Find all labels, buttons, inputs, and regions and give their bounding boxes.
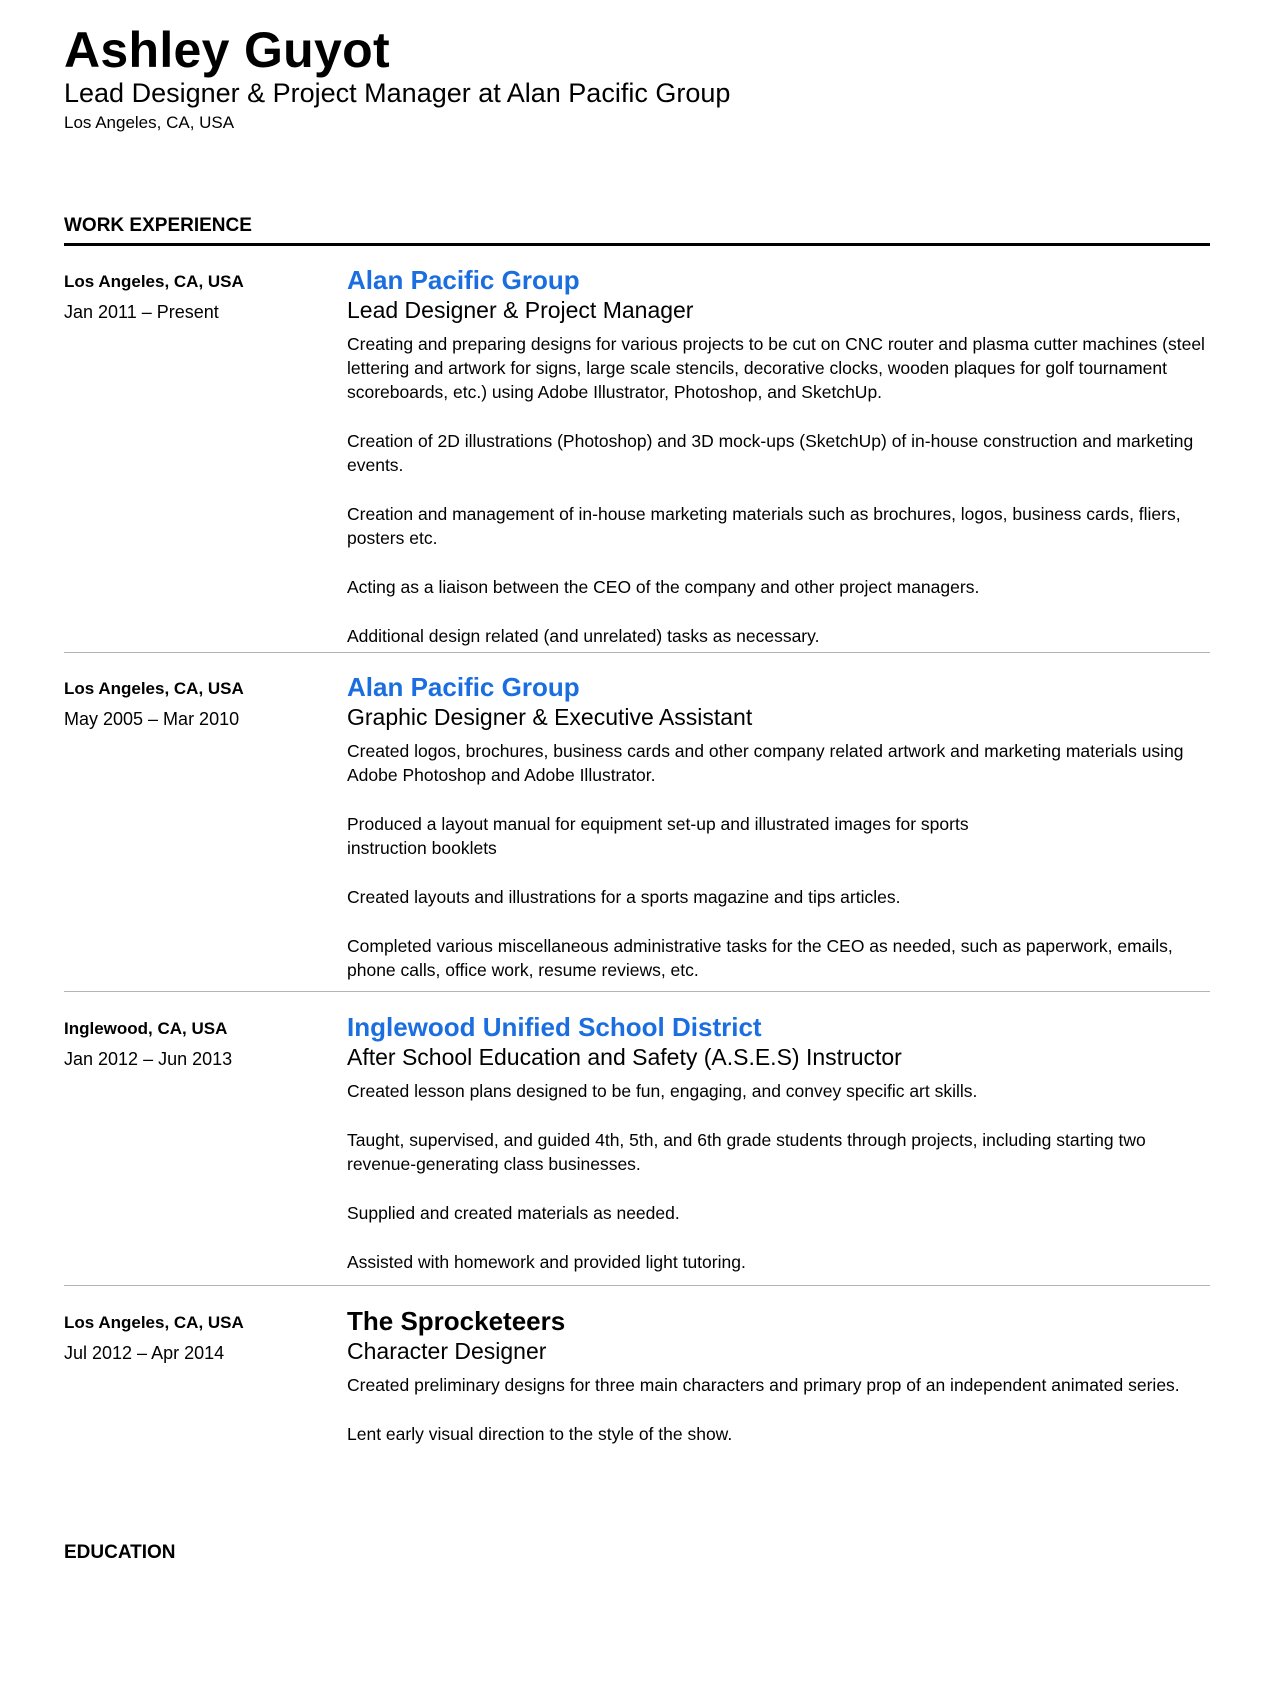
- entry-paragraph: Creation of 2D illustrations (Photoshop) and 3D mock-ups (SketchUp) of in-house construction and marketing events.: [347, 431, 1194, 475]
- entry-details: [347, 1011, 1210, 1299]
- candidate-headline: Lead Designer & Project Manager at Alan Pacific Group: [64, 78, 731, 108]
- job-title: Lead Designer & Project Manager: [347, 297, 694, 323]
- entry-paragraph: Additional design related (and unrelated) tasks as necessary.: [347, 626, 820, 646]
- organization-link[interactable]: Alan Pacific Group: [347, 672, 580, 702]
- entry-paragraph: Created layouts and illustrations for a sports magazine and tips articles.: [347, 887, 901, 907]
- entry-location: Los Angeles, CA, USA: [64, 679, 244, 698]
- entry-location: Los Angeles, CA, USA: [64, 272, 244, 291]
- entry-divider: [64, 1285, 1210, 1286]
- entry-paragraph: Lent early visual direction to the style of the show.: [347, 1424, 733, 1444]
- entry-details: [347, 1305, 1210, 1471]
- entry-paragraph: Creating and preparing designs for various projects to be cut on CNC router and plasma cutter machines (steel lettering and artwork for signs, large scale stencils, decorative clocks, wooden plaques for golf tournament scoreboards, etc.) using Adobe Illustrator, Photoshop, and SketchUp.: [347, 334, 1205, 402]
- candidate-name: Ashley Guyot: [64, 22, 390, 78]
- entry-details: [347, 671, 1210, 1007]
- entry-paragraph: Acting as a liaison between the CEO of the company and other project managers.: [347, 577, 980, 597]
- entry-divider: [64, 652, 1210, 653]
- entry-dates: Jan 2012 – Jun 2013: [64, 1049, 233, 1069]
- entry-location: Inglewood, CA, USA: [64, 1019, 228, 1038]
- entry-paragraph: Taught, supervised, and guided 4th, 5th, and 6th grade students through projects, including starting two revenue-generating class businesses.: [347, 1130, 1146, 1174]
- entry-paragraph: Created lesson plans designed to be fun, engaging, and convey specific art skills.: [347, 1081, 978, 1101]
- entry-paragraph: Produced a layout manual for equipment set-up and illustrated images for sports instruction booklets: [347, 814, 969, 858]
- organization-link[interactable]: Inglewood Unified School District: [347, 1012, 762, 1042]
- entry-dates: Jan 2011 – Present: [64, 302, 219, 322]
- entry-details: [347, 264, 1210, 673]
- entry-paragraph: Supplied and created materials as needed.: [347, 1203, 680, 1223]
- work-experience-heading: WORK EXPERIENCE: [64, 215, 252, 236]
- entry-dates: Jul 2012 – Apr 2014: [64, 1343, 225, 1363]
- job-title: After School Education and Safety (A.S.E.S) Instructor: [347, 1044, 902, 1070]
- candidate-location: Los Angeles, CA, USA: [64, 113, 235, 132]
- entry-paragraph: Created logos, brochures, business cards and other company related artwork and marketing materials using Adobe Photoshop and Adobe Illustrator.: [347, 741, 1184, 785]
- entry-paragraph: Completed various miscellaneous administrative tasks for the CEO as needed, such as paperwork, emails, phone calls, office work, resume reviews, etc.: [347, 936, 1173, 980]
- entry-paragraph: Creation and management of in-house marketing materials such as brochures, logos, business cards, fliers, posters etc.: [347, 504, 1181, 548]
- job-title: Graphic Designer & Executive Assistant: [347, 704, 753, 730]
- education-heading: EDUCATION: [64, 1542, 176, 1563]
- entry-divider: [64, 991, 1210, 992]
- organization-name: The Sprocketeers: [347, 1306, 566, 1336]
- entry-dates: May 2005 – Mar 2010: [64, 709, 240, 729]
- job-title: Character Designer: [347, 1338, 547, 1364]
- entry-paragraph: Assisted with homework and provided light tutoring.: [347, 1252, 746, 1272]
- section-rule: [64, 243, 1210, 246]
- organization-link[interactable]: Alan Pacific Group: [347, 265, 580, 295]
- entry-location: Los Angeles, CA, USA: [64, 1313, 244, 1332]
- entry-paragraph: Created preliminary designs for three main characters and primary prop of an independent animated series.: [347, 1375, 1180, 1395]
